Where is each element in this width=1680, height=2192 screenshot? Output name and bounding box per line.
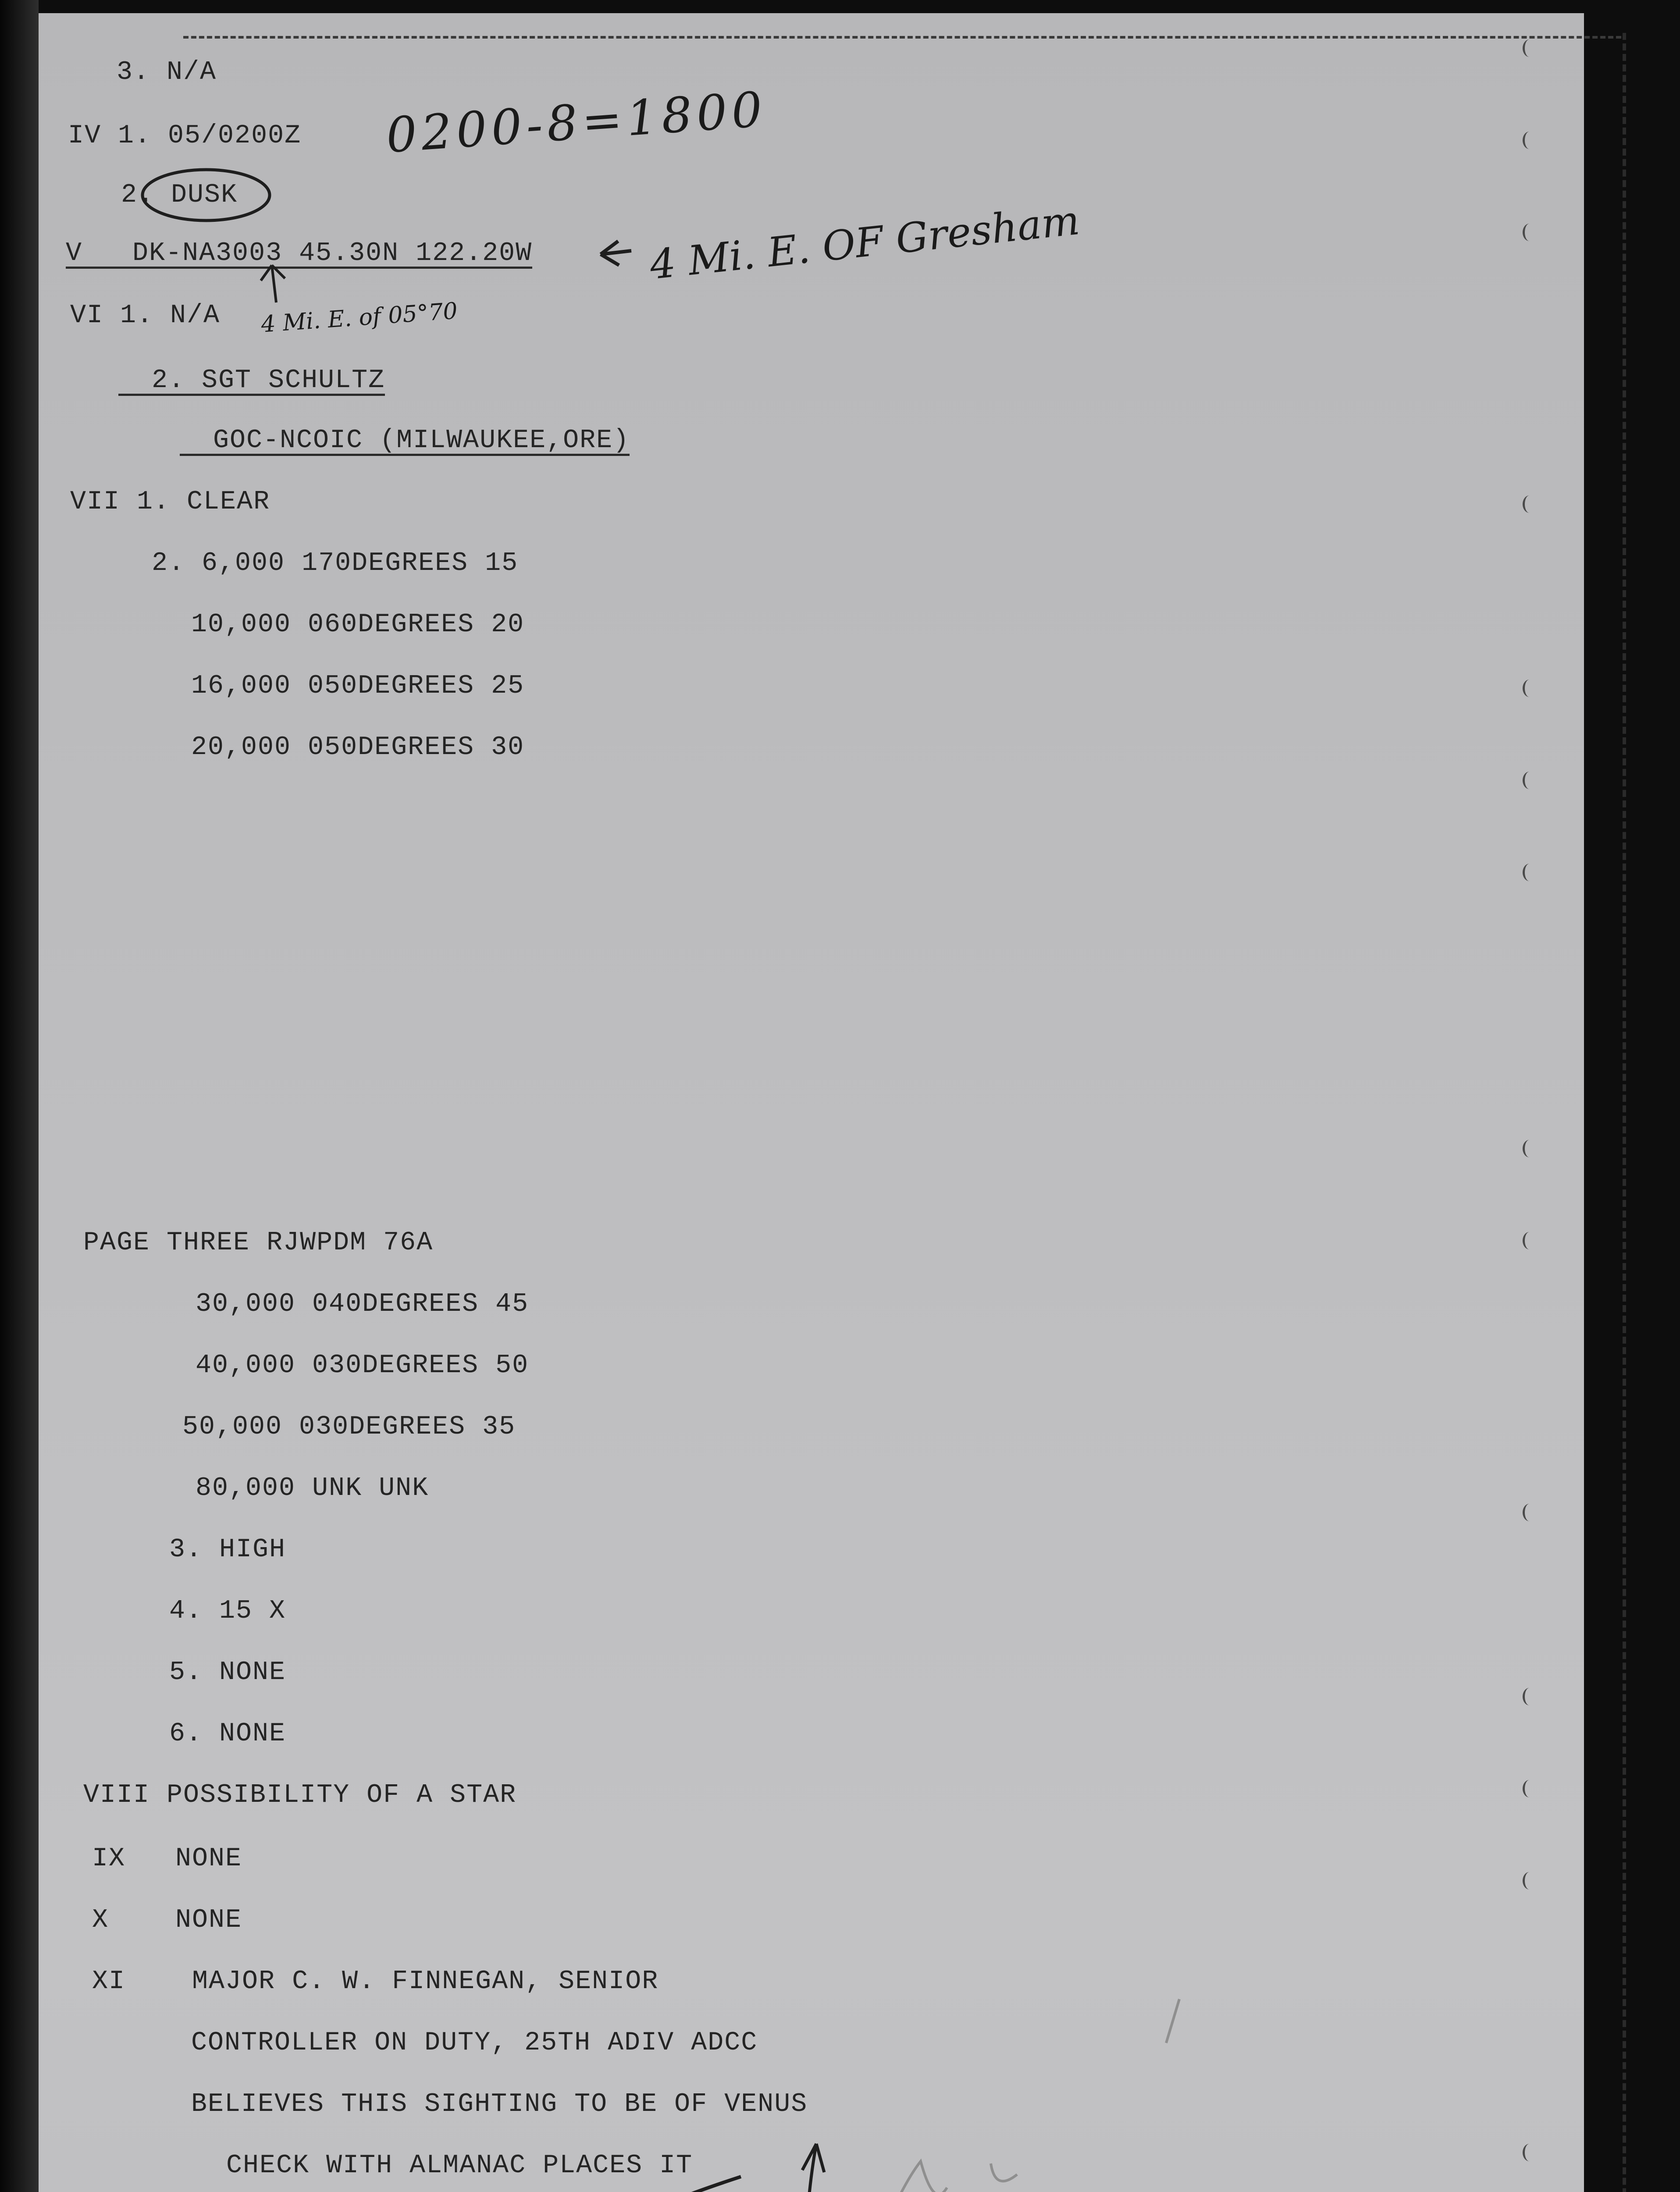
typed-line: VIII POSSIBILITY OF A STAR — [83, 1780, 517, 1810]
typed-line: 4. 15 X — [136, 1596, 286, 1626]
typed-line: 2. DUSK — [88, 180, 238, 210]
location-arrow — [601, 241, 631, 265]
typed-line: 3. N/A — [83, 57, 217, 87]
typed-line: 40,000 030DEGREES 50 — [162, 1351, 529, 1381]
typed-line: 2. SGT SCHULTZ — [118, 366, 385, 395]
faint-pencil-scribble — [877, 1999, 1179, 2192]
check-mark — [614, 2177, 741, 2192]
typed-line: CONTROLLER ON DUTY, 25TH ADIV ADCC — [158, 2028, 758, 2058]
typed-line: 30,000 040DEGREES 45 — [162, 1289, 529, 1319]
page-header: PAGE THREE RJWPDM 76A — [83, 1228, 434, 1258]
typed-line: GOC-NCOIC (MILWAUKEE,ORE) — [180, 426, 630, 455]
typed-line: BELIEVES THIS SIGHTING TO BE OF VENUS — [158, 2089, 808, 2119]
handwritten-small-note: 4 Mi. E. of 05°70 — [260, 298, 459, 338]
typed-line: 5. NONE — [136, 1658, 286, 1687]
typed-line: V DK-NA3003 45.30N 122.20W — [66, 238, 533, 268]
typed-line: CHECK WITH ALMANAC PLACES IT — [193, 2151, 693, 2181]
typed-line: 50,000 030DEGREES 35 — [149, 1412, 516, 1442]
typed-line: 6. NONE — [136, 1719, 286, 1749]
typed-line: 10,000 060DEGREES 20 — [158, 610, 525, 640]
handwritten-time-note: 0200-8=1800 — [384, 81, 769, 164]
typed-line: VII 1. CLEAR — [70, 487, 271, 517]
dusk-circle — [142, 170, 270, 221]
typed-line: IV 1. 05/0200Z — [68, 121, 302, 151]
typed-line: 80,000 UNK UNK — [162, 1473, 429, 1503]
handwritten-location-note: 4 Mi. E. OF Gresham — [648, 196, 1082, 289]
typed-line: 16,000 050DEGREES 25 — [158, 671, 525, 701]
typed-line: X NONE — [92, 1905, 242, 1935]
typed-line: XI MAJOR C. W. FINNEGAN, SENIOR — [92, 1967, 659, 1996]
typed-line: 2. 6,000 170DEGREES 15 — [118, 548, 519, 578]
typed-line: 20,000 050DEGREES 30 — [158, 733, 525, 762]
small-up-arrow — [261, 265, 285, 302]
venus-up-arrow — [802, 2144, 824, 2192]
typed-line: IX NONE — [92, 1844, 242, 1874]
typed-line: VI 1. N/A — [70, 301, 221, 331]
typed-line: 3. HIGH — [136, 1535, 286, 1565]
